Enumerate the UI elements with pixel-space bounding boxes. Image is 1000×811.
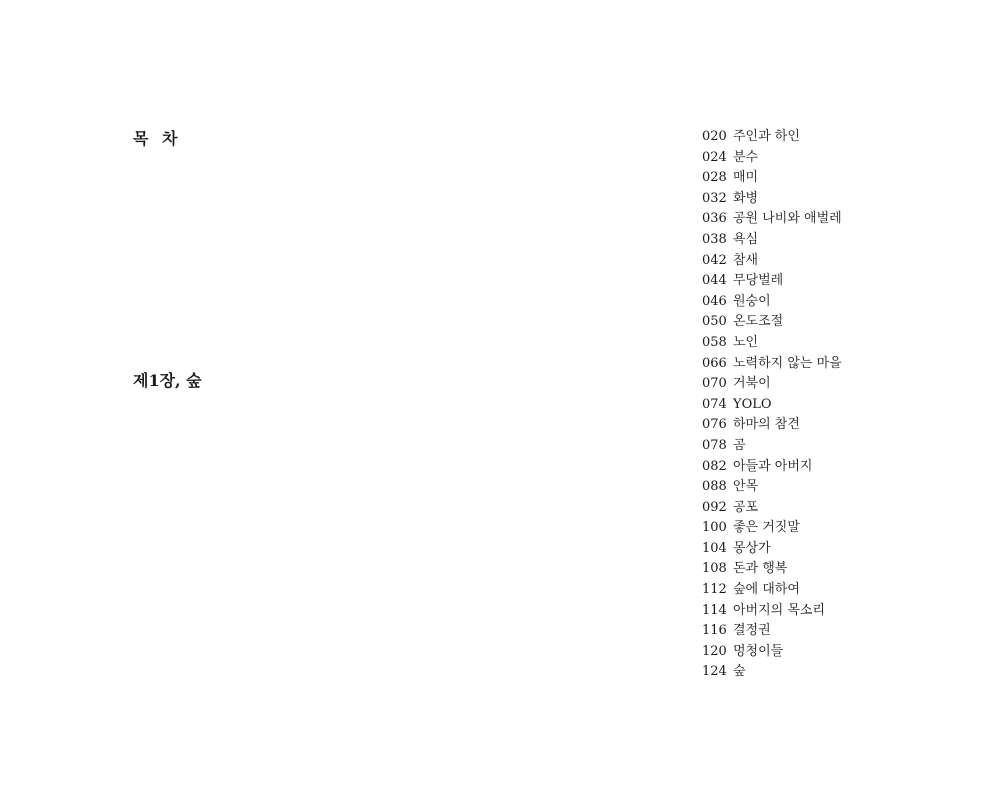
- toc-entry: [702, 601, 842, 622]
- toc-entry-title: 욕심: [733, 231, 759, 247]
- toc-entry: [702, 518, 842, 539]
- toc-entry-title: 하마의 참견: [733, 417, 800, 433]
- toc-page-number: 032: [702, 190, 727, 206]
- toc-entry: [702, 148, 842, 169]
- toc-entry: [702, 189, 842, 210]
- toc-page-number: 066: [702, 355, 727, 371]
- toc-entry: [702, 230, 842, 251]
- toc-entry: [702, 477, 842, 498]
- toc-page-number: 038: [702, 231, 727, 247]
- toc-entry: [702, 374, 842, 395]
- toc-entry-title: 아들과 아버지: [733, 458, 813, 474]
- toc-entry: [702, 539, 842, 560]
- toc-entry: [702, 251, 842, 272]
- toc-entry: [702, 580, 842, 601]
- toc-entry-title: 분수: [733, 149, 759, 165]
- toc-page-number: 078: [702, 437, 727, 453]
- toc-entry: [702, 436, 842, 457]
- toc-entry-title: 몽상가: [733, 540, 771, 556]
- toc-entry-title: 멍청이들: [733, 643, 784, 659]
- toc-page-number: 050: [702, 314, 727, 330]
- toc-page-number: 116: [702, 623, 727, 639]
- toc-entry: [702, 209, 842, 230]
- toc-entry-title: 거북이: [733, 376, 771, 392]
- toc-page-number: 044: [702, 273, 727, 289]
- toc-page-number: 042: [702, 252, 727, 268]
- toc-entry: [702, 354, 842, 375]
- toc-entry-title: 무당벌레: [733, 273, 784, 289]
- toc-entry: [702, 168, 842, 189]
- chapter-heading: 제1장, 숲: [133, 371, 202, 390]
- toc-entry-title: 좋은 거짓말: [733, 520, 800, 536]
- toc-entry-title: YOLO: [733, 396, 772, 412]
- toc-page-number: 104: [702, 540, 727, 556]
- toc-entry-title: 노인: [733, 334, 759, 350]
- toc-entry-title: 주인과 하인: [733, 129, 800, 144]
- toc-page-number: 088: [702, 479, 727, 495]
- toc-entry-title: 노력하지 않는 마을: [733, 355, 842, 371]
- toc-entry: [702, 271, 842, 292]
- toc-entry: [702, 457, 842, 478]
- toc-entry: [702, 395, 842, 416]
- toc-entry-title: 화병: [733, 190, 759, 206]
- toc-page-number: 120: [702, 643, 727, 659]
- toc-entry: [702, 415, 842, 436]
- toc-entry: [702, 498, 842, 519]
- toc-entry-title: 돈과 행복: [733, 561, 788, 577]
- toc-entry: [702, 292, 842, 313]
- toc-page-number: 028: [702, 170, 727, 186]
- toc-entry-title: 결정권: [733, 623, 771, 639]
- toc-page-number: 114: [702, 602, 727, 618]
- toc-list: [702, 127, 842, 683]
- toc-entry-title: 곰: [733, 437, 746, 453]
- toc-entry-title: 온도조절: [733, 314, 784, 330]
- toc-page-number: 058: [702, 334, 727, 350]
- toc-page-number: 046: [702, 293, 727, 309]
- toc-page-number: 092: [702, 499, 727, 515]
- toc-page-number: 124: [702, 664, 727, 680]
- toc-entry-title: 매미: [733, 170, 759, 186]
- toc-entry-title: 안목: [733, 479, 759, 495]
- toc-entry: [702, 312, 842, 333]
- toc-entry-title: 참새: [733, 252, 759, 268]
- toc-entry: [702, 642, 842, 663]
- toc-entry: [702, 333, 842, 354]
- toc-page-number: 024: [702, 149, 727, 165]
- toc-entry: [702, 621, 842, 642]
- toc-page-number: 112: [702, 582, 727, 598]
- toc-page-number: 082: [702, 458, 727, 474]
- toc-entry-title: 아버지의 목소리: [733, 602, 826, 618]
- toc-heading: 목 차: [133, 129, 182, 148]
- toc-page-number: 074: [702, 396, 727, 412]
- toc-entry-title: 원숭이: [733, 293, 771, 309]
- toc-entry-title: 숲: [733, 664, 746, 680]
- toc-page-number: 070: [702, 376, 727, 392]
- toc-page-number: 100: [702, 520, 727, 536]
- toc-page-number: 036: [702, 211, 727, 227]
- toc-entry: [702, 662, 842, 683]
- toc-page-number: 108: [702, 561, 727, 577]
- toc-entry: [702, 127, 842, 148]
- toc-entry-title: 공포: [733, 499, 759, 515]
- toc-entry: [702, 559, 842, 580]
- toc-entry-title: 공원 나비와 애벌레: [733, 211, 842, 227]
- toc-entry-title: 숲에 대하여: [733, 582, 800, 598]
- toc-page-number: 020: [702, 129, 727, 144]
- toc-page-number: 076: [702, 417, 727, 433]
